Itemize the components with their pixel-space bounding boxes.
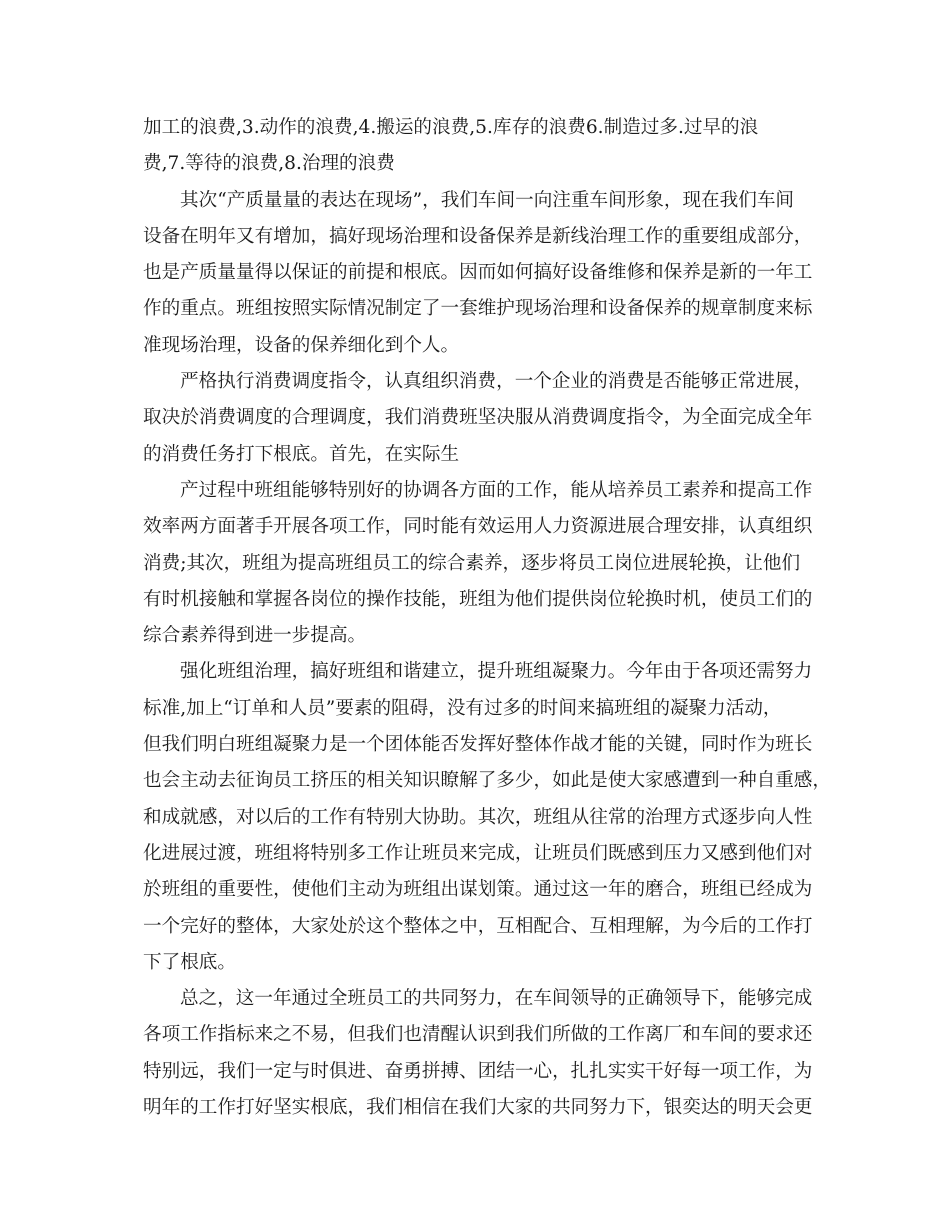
text-line: 下了根底。 (143, 951, 236, 973)
text-line: 准现场治理，设备的保养细化到个人。 (143, 334, 460, 356)
text-line: 但我们明白班组凝聚力是一个团体能否发挥好整体作战才能的关键，同时作为班长 (143, 734, 813, 756)
text-line: 标准,加上“订单和人员”要素的阻碍，没有过多的时间来搞班组的凝聚力活动， (143, 697, 782, 719)
text-line: 作的重点。班组按照实际情况制定了一套维护现场治理和设备保养的规章制度来标 (143, 298, 813, 320)
text-line: 一个完好的整体，大家处於这个整体之中，互相配合、互相理解，为今后的工作打 (143, 915, 813, 937)
text-line: 设备在明年又有增加，搞好现场治理和设备保养是新线治理工作的重要组成部分， (143, 225, 813, 247)
text-line: 费,7.等待的浪费,8.治理的浪费 (143, 153, 395, 175)
text-line: 也会主动去征询员工挤压的相关知识瞭解了多少，如此是使大家感遭到一种自重感， (143, 770, 831, 792)
text-line: 和成就感，对以后的工作有特别大协助。其次，班组从往常的治理方式逐步向人性 (143, 806, 813, 828)
text-line: 也是产质量量得以保证的前提和根底。因而如何搞好设备维修和保养是新的一年工 (143, 262, 813, 284)
text-line: 综合素养得到进一步提高。 (143, 625, 367, 647)
text-line: 化进展过渡，班组将特别多工作让班员来完成，让班员们既感到压力又感到他们对 (143, 842, 813, 864)
text-line: 消费;其次，班组为提高班组员工的综合素养，逐步将员工岗位进展轮换，让他们 (143, 552, 801, 574)
paragraph-first-line: 严格执行消费调度指令，认真组织消费，一个企业的消费是否能够正常进展， (180, 371, 813, 393)
document-body (143, 110, 831, 1126)
text-line: 的消费任务打下根底。首先，在实际生 (143, 443, 460, 465)
paragraph-first-line: 总之，这一年通过全班员工的共同努力，在车间领导的正确领导下，能够完成 (180, 988, 813, 1010)
text-line: 加工的浪费,3.动作的浪费,4.搬运的浪费,5.库存的浪费6.制造过多.过早的浪 (143, 117, 759, 138)
text-line: 有时机接触和掌握各岗位的操作技能，班组为他们提供岗位轮换时机，使员工们的 (143, 588, 813, 610)
paragraph-first-line: 其次“产质量量的表达在现场”，我们车间一向注重车间形象，现在我们车间 (180, 189, 795, 211)
text-line: 效率两方面著手开展各项工作，同时能有效运用人力资源进展合理安排，认真组织 (143, 516, 813, 538)
text-line: 明年的工作打好坚实根底，我们相信在我们大家的共同努力下，银奕达的明天会更 (143, 1097, 813, 1119)
paragraph-first-line: 产过程中班组能够特别好的协调各方面的工作，能从培养员工素养和提高工作 (180, 479, 813, 501)
text-line: 各项工作指标来之不易，但我们也清醒认识到我们所做的工作离厂和车间的要求还 (143, 1024, 813, 1046)
text-line: 於班组的重要性，使他们主动为班组出谋划策。通过这一年的磨合，班组已经成为 (143, 879, 813, 901)
text-line: 特别远，我们一定与时俱进、奋勇拼搏、团结一心，扎扎实实干好每一项工作，为 (143, 1060, 813, 1082)
paragraph-first-line: 强化班组治理，搞好班组和谐建立，提升班组凝聚力。今年由于各项还需努力 (180, 661, 813, 683)
text-line: 取决於消费调度的合理调度，我们消费班坚决服从消费调度指令，为全面完成全年 (143, 407, 813, 429)
